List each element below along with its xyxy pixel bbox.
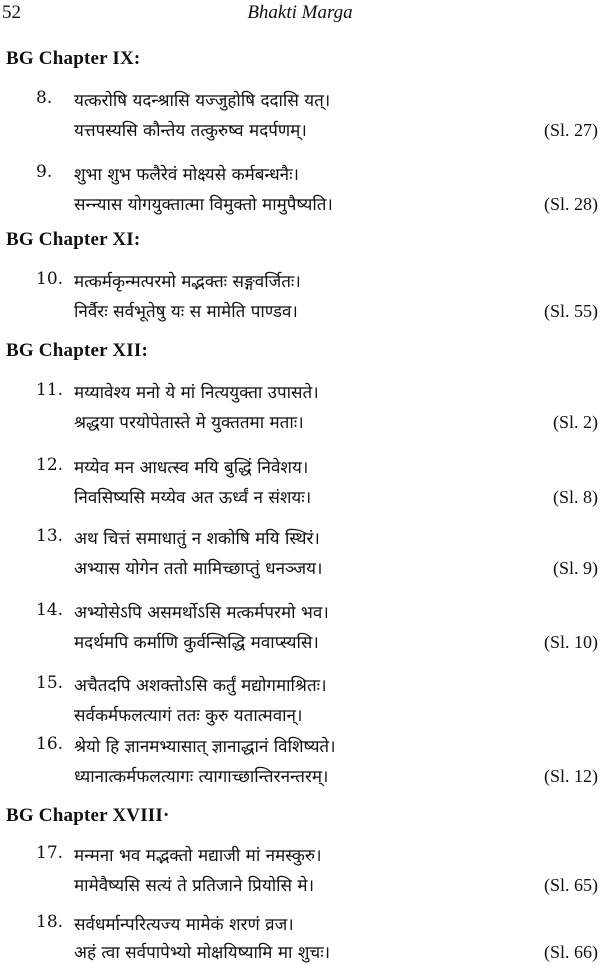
verse-8 bbox=[36, 88, 600, 148]
verse-line-1: श्रेयो हि ज्ञानमभ्यासात् ज्ञानाद्धानं विशिष्यते। bbox=[74, 737, 336, 757]
verse-14 bbox=[36, 600, 600, 660]
verse-17 bbox=[36, 843, 600, 903]
verse-13 bbox=[36, 526, 600, 586]
verse-number: 11. bbox=[36, 380, 64, 400]
verse-line-2: अहं त्वा सर्वपापेभ्यो मोक्षयिष्यामि मा शुचः। bbox=[74, 943, 331, 963]
verse-line-2: निर्वैरः सर्वभूतेषु यः स मामेति पाण्डव। bbox=[74, 302, 298, 322]
verse-line-1: मन्मना भव मद्भक्तो मद्याजी मां नमस्कुरु। bbox=[74, 846, 322, 866]
verse-line-2: अभ्यास योगेन ततो मामिच्छाप्तुं धनञ्जय। bbox=[74, 559, 323, 579]
verse-15 bbox=[36, 673, 600, 733]
sloka-reference: (Sl. 10) bbox=[544, 632, 598, 652]
verse-line-2: मामेवैष्यसि सत्यं ते प्रतिजाने प्रियोसि मे। bbox=[74, 876, 315, 896]
verse-number: 9. bbox=[36, 162, 53, 182]
verse-line-2: निवसिष्यसि मय्येव अत ऊर्ध्वं न संशयः। bbox=[74, 488, 312, 508]
running-title: Bhakti Marga bbox=[247, 2, 353, 23]
verse-line-2: ध्यानात्कर्मफलत्यागः त्यागाच्छान्तिरनन्तरम्। bbox=[74, 767, 329, 787]
verse-10 bbox=[36, 269, 600, 329]
verse-line-2: यत्तपस्यसि कौन्तेय तत्कुरुष्व मदर्पणम्। bbox=[74, 121, 307, 141]
sloka-reference: (Sl. 66) bbox=[544, 942, 598, 962]
verse-number: 13. bbox=[36, 526, 64, 546]
sloka-reference: (Sl. 8) bbox=[553, 487, 598, 507]
sloka-reference: (Sl. 27) bbox=[544, 120, 598, 140]
verse-number: 16. bbox=[36, 734, 64, 754]
verse-line-1: मय्येव मन आधत्स्व मयि बुद्धिं निवेशय। bbox=[74, 458, 309, 478]
verse-number: 10. bbox=[36, 269, 64, 289]
verse-line-2: सन्न्यास योगयुक्तात्मा विमुक्तो मामुपैष्यति। bbox=[74, 195, 333, 215]
verse-line-2: सर्वकर्मफलत्यागं ततः कुरु यतात्मवान्। bbox=[74, 706, 303, 726]
section-heading: BG Chapter XI: bbox=[6, 229, 141, 250]
section-heading: BG Chapter XII: bbox=[6, 340, 148, 361]
verse-number: 18. bbox=[36, 912, 64, 932]
verse-number: 17. bbox=[36, 843, 64, 863]
sloka-reference: (Sl. 55) bbox=[544, 301, 598, 321]
verse-16 bbox=[36, 734, 600, 794]
verse-number: 14. bbox=[36, 600, 64, 620]
sloka-reference: (Sl. 12) bbox=[544, 766, 598, 786]
section-heading: BG Chapter XVIII· bbox=[6, 805, 170, 826]
verse-11 bbox=[36, 380, 600, 440]
verse-line-1: शुभा शुभ फलैरेवं मोक्ष्यसे कर्मबन्धनैः। bbox=[74, 165, 299, 185]
sloka-reference: (Sl. 65) bbox=[544, 875, 598, 895]
sloka-reference: (Sl. 28) bbox=[544, 194, 598, 214]
running-head bbox=[0, 2, 600, 28]
verse-18 bbox=[36, 912, 600, 968]
verse-line-1: मत्कर्मकृन्मत्परमो मद्भक्तः सङ्गवर्जितः। bbox=[74, 272, 301, 292]
verse-number: 8. bbox=[36, 88, 53, 108]
verse-line-2: श्रद्धया परयोपेतास्ते मे युक्ततमा मताः। bbox=[74, 413, 304, 433]
verse-line-1: अचैतदपि अशक्तोऽसि कर्तुं मद्योगमाश्रितः। bbox=[74, 676, 327, 696]
verse-line-1: अथ चित्तं समाधातुं न शकोषि मयि स्थिरं। bbox=[74, 529, 320, 549]
verse-line-1: सर्वधर्मान्परित्यज्य मामेकं शरणं व्रज। bbox=[74, 915, 294, 935]
verse-line-1: अभ्योसेऽपि असमर्थोऽसि मत्कर्मपरमो भव। bbox=[74, 603, 329, 623]
verse-line-2: मदर्थमपि कर्माणि कुर्वन्सिद्धि मवाप्स्यसि। bbox=[74, 633, 319, 653]
sloka-reference: (Sl. 9) bbox=[553, 558, 598, 578]
verse-12 bbox=[36, 455, 600, 515]
verse-line-1: मय्यावेश्य मनो ये मां नित्ययुक्ता उपासते। bbox=[74, 383, 319, 403]
verse-number: 15. bbox=[36, 673, 64, 693]
page-number: 52 bbox=[2, 2, 21, 23]
section-heading: BG Chapter IX: bbox=[6, 48, 141, 69]
sloka-reference: (Sl. 2) bbox=[553, 412, 598, 432]
verse-number: 12. bbox=[36, 455, 64, 475]
verse-line-1: यत्करोषि यदन्श्रासि यज्जुहोषि ददासि यत्। bbox=[74, 91, 331, 111]
verse-9 bbox=[36, 162, 600, 222]
